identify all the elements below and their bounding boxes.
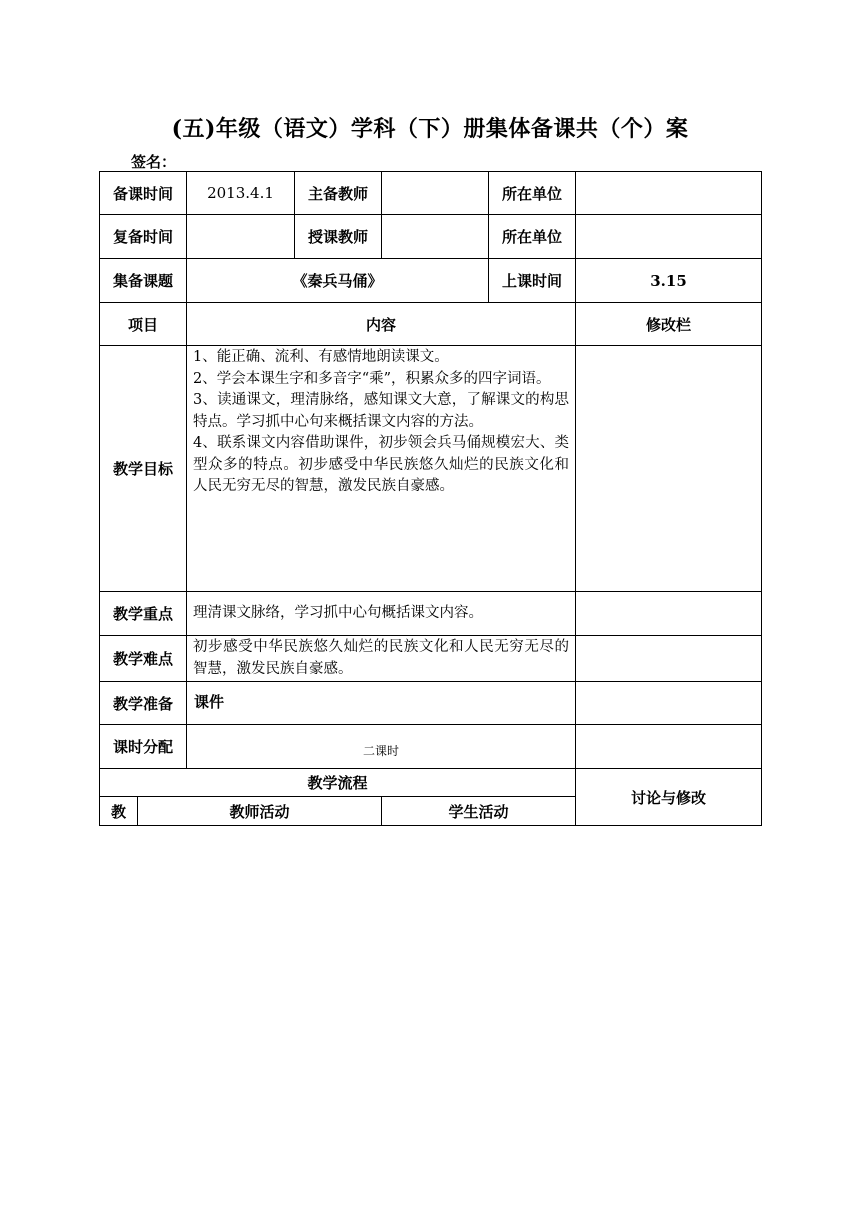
goal-item: 1、能正确、流利、有感情地朗读课文。: [193, 349, 449, 365]
lead-teacher-value: [382, 172, 488, 214]
item-header: 项目: [127, 315, 158, 334]
key-point-label: 教学重点: [112, 605, 173, 623]
periods-label: 课时分配: [112, 738, 173, 756]
review-time-label: 复备时间: [112, 228, 173, 246]
teacher-activity-label: 教师活动: [229, 802, 290, 821]
goal-item: 3、读通课文，理清脉络，感知课文大意，了解课文的构思特点。学习抓中心句来概括课文内容的方法。: [193, 392, 569, 430]
discuss-label: 讨论与修改: [630, 788, 706, 807]
revision-header: 修改栏: [645, 315, 691, 334]
goal-item: 2、学会本课生字和多音字“乘”，积累众多的四字词语。: [193, 370, 551, 387]
review-time-value: [187, 215, 294, 258]
goal-item: 4、联系课文内容借助课件，初步领会兵马俑规模宏大、类型众多的特点。初步感受中华民族悠久灿烂的民族文化和人民无穷无尽的智慧，激发民族自豪感。: [193, 435, 569, 494]
sign-label: 签名：: [131, 153, 177, 171]
prep-time-value: 2013.4.1: [207, 184, 274, 202]
prep-time-label: 备课时间: [112, 184, 173, 203]
content-header: 内容: [365, 315, 396, 334]
page-title: (五)年级（语文）学科（下）册集体备课共（个）案: [171, 116, 689, 142]
unit-value: [576, 172, 761, 214]
class-time-value: 3.15: [650, 271, 687, 290]
student-activity-label: 学生活动: [448, 802, 509, 821]
teaching-teacher-value: [382, 215, 488, 258]
unit-label-2: 所在单位: [501, 228, 562, 246]
class-time-label: 上课时间: [501, 272, 562, 290]
teach-short-label: 教: [110, 802, 126, 821]
goals-label: 教学目标: [112, 460, 173, 478]
unit-label: 所在单位: [501, 184, 562, 203]
teaching-teacher-label: 授课教师: [307, 228, 368, 246]
difficulty-label: 教学难点: [112, 650, 173, 668]
goals-content: [193, 347, 569, 498]
lead-teacher-label: 主备教师: [307, 184, 368, 203]
preparation-text: 课件: [194, 693, 225, 711]
key-point-text: 理清课文脉络，学习抓中心句概括课文内容。: [193, 605, 483, 621]
periods-text: 二课时: [362, 743, 399, 758]
flow-label: 教学流程: [307, 774, 368, 792]
difficulty-text: 初步感受中华民族悠久灿烂的民族文化和人民无穷无尽的智慧，激发民族自豪感。: [193, 639, 569, 677]
preparation-label: 教学准备: [112, 694, 173, 713]
topic-value: 《秦兵马俑》: [292, 272, 383, 290]
unit-value-2: [576, 215, 761, 258]
topic-label: 集备课题: [112, 272, 173, 290]
